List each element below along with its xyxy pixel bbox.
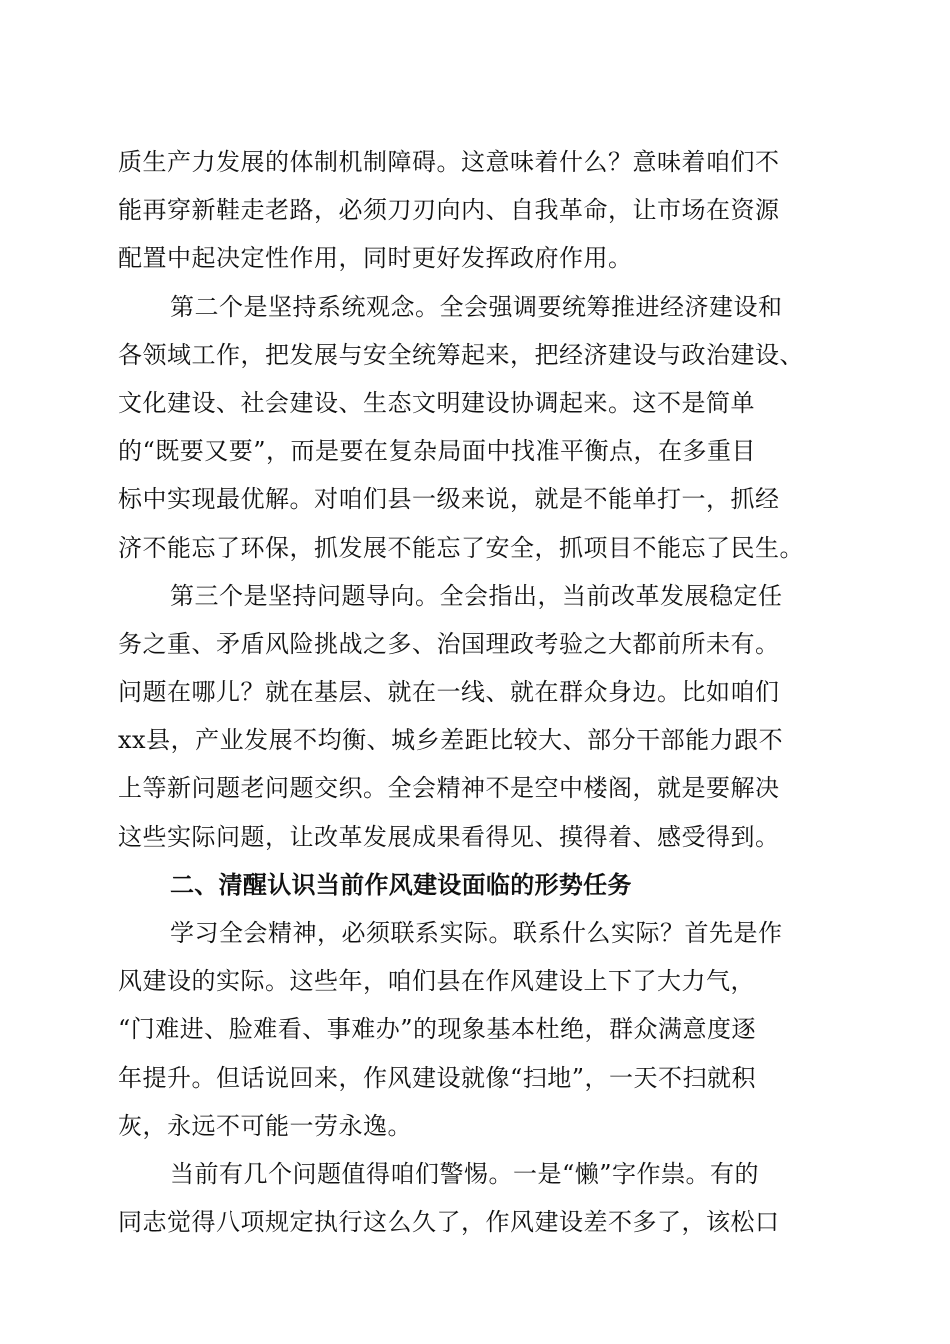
text-line: 标中实现最优解。对咱们县一级来说，就是不能单打一，抓经	[118, 485, 780, 514]
text-line: 质生产力发展的体制机制障碍。这意味着什么？意味着咱们不	[118, 148, 780, 176]
text-line: 问题在哪儿？就在基层、就在一线、就在群众身边。比如咱们	[118, 678, 780, 707]
text-line: 的“既要又要”，而是要在复杂局面中找准平衡点，在多重目	[118, 437, 757, 466]
text-line: 济不能忘了环保，抓发展不能忘了安全，抓项目不能忘了民生。	[118, 533, 804, 562]
text-line: 年提升。但话说回来，作风建设就像“扫地”，一天不扫就积	[118, 1063, 757, 1092]
text-line: 这些实际问题，让改革发展成果看得见、摸得着、感受得到。	[118, 822, 780, 851]
text-line: “门难进、脸难看、事难办”的现象基本杜绝，群众满意度逐	[118, 1015, 757, 1044]
text-line: 第三个是坚持问题导向。全会指出，当前改革发展稳定任	[170, 581, 783, 610]
text-line: 各领域工作，把发展与安全统筹起来，把经济建设与政治建设、	[118, 340, 804, 369]
text-line: 同志觉得八项规定执行这么久了，作风建设差不多了，该松口	[118, 1208, 780, 1237]
text-line: 第二个是坚持系统观念。全会强调要统筹推进经济建设和	[170, 292, 783, 321]
section-heading: 二、清醒认识当前作风建设面临的形势任务	[170, 870, 632, 899]
text-line: 文化建设、社会建设、生态文明建设协调起来。这不是简单	[118, 388, 755, 417]
text-line: 风建设的实际。这些年，咱们县在作风建设上下了大力气，	[118, 967, 755, 996]
text-line: 当前有几个问题值得咱们警惕。一是“懒”字作祟。有的	[170, 1159, 760, 1188]
text-line: 灰，永远不可能一劳永逸。	[118, 1111, 412, 1140]
text-line: 能再穿新鞋走老路，必须刀刃向内、自我革命，让市场在资源	[118, 196, 780, 225]
text-line: 上等新问题老问题交织。全会精神不是空中楼阁，就是要解决	[118, 774, 780, 803]
text-line: 配置中起决定性作用，同时更好发挥政府作用。	[118, 244, 633, 273]
text-line: 务之重、矛盾风险挑战之多、治国理政考验之大都前所未有。	[118, 629, 780, 658]
text-line: 学习全会精神，必须联系实际。联系什么实际？首先是作	[170, 919, 783, 947]
document-body	[118, 138, 838, 1246]
text-line: xx县，产业发展不均衡、城乡差距比较大、部分干部能力跟不	[118, 726, 784, 755]
